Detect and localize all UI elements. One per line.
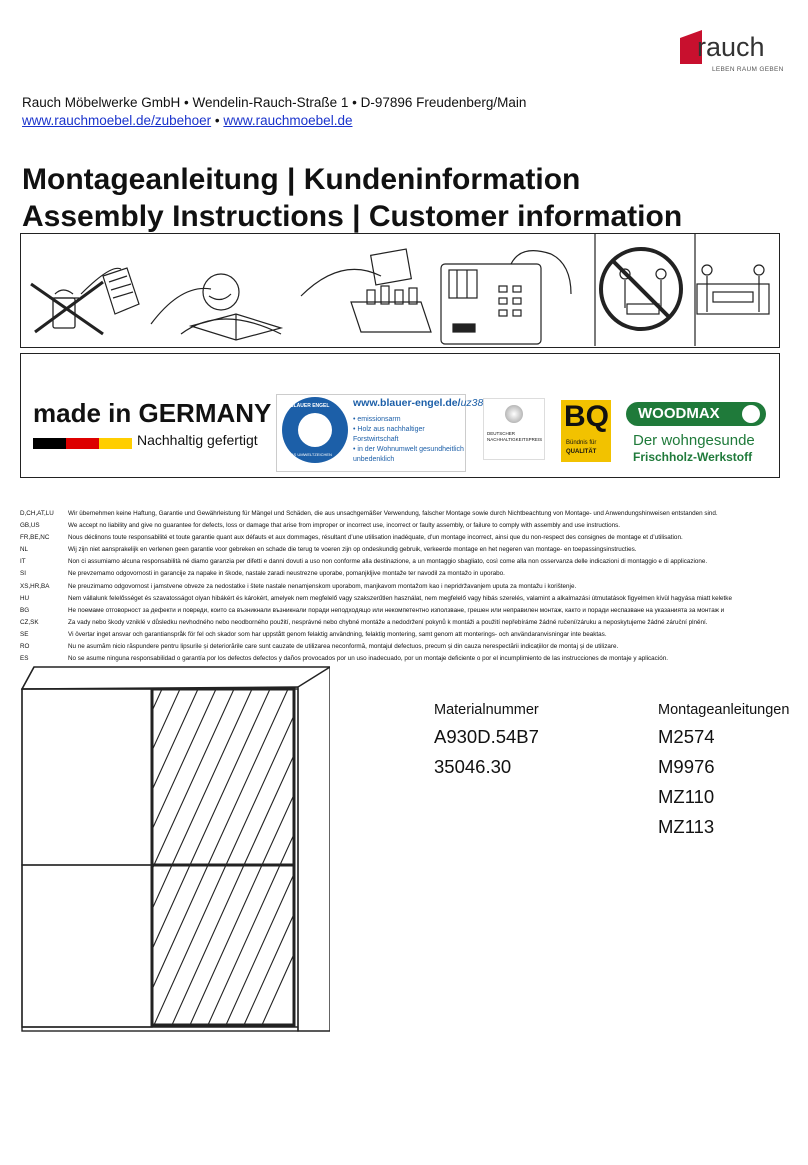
woodmax-name: WOODMAX: [638, 405, 720, 422]
german-flag-icon: [33, 436, 133, 447]
page-title-de: Montageanleitung | Kundeninformation: [22, 163, 581, 196]
manual-number-4: MZ113: [658, 816, 715, 837]
manuals-heading: Montageanleitungen: [658, 702, 790, 718]
manual-number-2: M9976: [658, 756, 715, 777]
company-address: Rauch Möbelwerke GmbH • Wendelin-Rauch-Straße 1 • D-97896 Freudenberg/Main: [22, 95, 527, 110]
disclaimer-row: RO Nu ne asumăm nicio răspundere pentru lipsurile și deteriorările care sunt cauzate de utilizarea neconformă, montajul defectuos, precum și din cauza nerespectării indicațiilor de montaj și de utilizare.: [20, 643, 619, 651]
disclaimer-row: CZ,SK Za vady nebo škody vzniklé v důsledku nevhodného nebo neodborného použití, nesprávné nebo chybné montáže a nedodržení pokynů k montáži a použití nepřebíráme žádné ručení/záruku a neposkytujeme žádné záruční plnění.: [20, 618, 708, 626]
rauch-logo: [678, 30, 788, 78]
blauer-engel-seal-icon: [282, 397, 348, 463]
woodmax-line2: Frischholz-Werkstoff: [633, 450, 753, 464]
manual-number-1: M2574: [658, 726, 715, 747]
manual-number-3: MZ110: [658, 786, 715, 807]
disclaimer-row: IT Non ci assumiamo alcuna responsabilità né diamo garanzia per difetti e danni dovuti a uso non conforme alla destinazione, a un montaggio sbagliato, così come alla non osservanza delle indicazioni di montaggio e di applicazione.: [20, 558, 708, 566]
two-person-carry-icon: [595, 234, 769, 346]
material-number-2: 35046.30: [434, 756, 512, 777]
wardrobe-drawing: [18, 665, 330, 1040]
pictogram-panel: [20, 233, 780, 348]
bq-line2: QUALITÄT: [566, 449, 597, 455]
award-line1: DEUTSCHER: [487, 431, 516, 436]
made-in-subtitle: Nachhaltig gefertigt: [137, 432, 258, 448]
disclaimer-row: BG Не поемаме отговорност за дефекти и повреди, които са възникнали възникнали поради неподходящо или некомпетентно използване, грешен или неправилен монтаж, както и поради неспазване на указанията за монтаж и: [20, 606, 725, 614]
award-sphere-icon: [505, 405, 523, 423]
link-separator: •: [214, 113, 220, 128]
disclaimer-row: NL Wij zijn niet aansprakelijk en verlenen geen garantie voor gebreken en schade die terug te voeren zijn op ondeskundig gebruik, verkeerde montage en het negeren van montage- en toepassingsinstructies.: [20, 546, 637, 554]
assembly-pictograms: [21, 234, 778, 346]
disclaimer-row: HU Nem vállalunk felelősséget és szavatosságot olyan hibákért és károkért, amelyek nem megfelelő vagy szakszerűtlen használat, nem megfelelő vagy hibás szerelés, valamint a alkalmazási útmutatások figyelmen kívül hagyása miatt keletke: [20, 594, 732, 602]
blauer-engel-url: www.blauer-engel.de/uz38: [353, 397, 484, 409]
disclaimer-row: ES No se asume ninguna responsabilidad o garantía por los defectos defectos y daños provocados por un uso inadecuado, por un montaje deficiente o por el incumplimiento de las instrucciones de montaje y aplicación.: [20, 655, 668, 663]
blauer-engel-bullets: • emissionsarm • Holz aus nachhaltiger Forstwirtschaft • in der Wohnumwelt gesundheitlich unbedenklich: [353, 416, 464, 463]
file-folder-icon: [301, 249, 431, 332]
bq-label: [561, 400, 611, 462]
instruction-sheet-icon: [441, 251, 571, 344]
page-title-en: Assembly Instructions | Customer information: [22, 200, 683, 233]
disclaimer-row: D,CH,AT,LU Wir übernehmen keine Haftung, Garantie und Gewährleistung für Mängel und Schäden, die aus unsachgemäßer Verwendung, falscher Montage sowie durch Nichtbeachtung von Montage- und Anwendungshinweisen entstanden sind.: [20, 510, 718, 517]
bq-letters: BQ: [564, 400, 609, 433]
blauer-engel-label: [276, 394, 484, 472]
disclaimer-row: GB,US We accept no liability and give no guarantee for defects, loss or damage that arise from improper or incorrect use, incorrect or faulty assembly, or failure to comply with assembly and use instructions.: [20, 522, 621, 530]
seal-top-text: BLAUER ENGEL: [290, 403, 330, 409]
liability-disclaimer: [20, 508, 732, 665]
accessories-link[interactable]: www.rauchmoebel.de/zubehoer: [22, 113, 212, 128]
rauch-logo-word: rauch: [697, 32, 765, 62]
woodmax-line1: Der wohngesunde: [633, 432, 755, 449]
certificates-panel: [20, 353, 780, 478]
disclaimer-row: FR,BE,NC Nous déclinons toute responsabilité et toute garantie quant aux défauts et aux dommages, résultant d’une utilisation inadéquate, d’un montage incorrect, ainsi que du non-respect des consignes de montage et d’utilisation.: [20, 534, 683, 542]
bq-line1: Bündnis für: [566, 440, 597, 446]
disclaimer-row: SI Ne prevzemamo odgovornosti in garancije za napake in škode, nastale zaradi neustrezne uporabe, pomanjkljive montaže ter navodil za montažo in uporabo.: [20, 570, 505, 578]
woodmax-logo: [626, 402, 766, 426]
material-number-heading: Materialnummer: [434, 702, 539, 718]
no-trash-icon: [31, 282, 103, 334]
award-line2: NACHHALTIGKEITSPREIS: [487, 437, 543, 442]
homepage-link[interactable]: www.rauchmoebel.de: [223, 113, 353, 128]
material-number-1: A930D.54B7: [434, 726, 539, 747]
company-links: [22, 113, 352, 128]
disclaimer-row: XS,HR,BA Ne preuzimamo odgovornost i jamstvene obveze za nedostatke i štete nastale nenamjenskom uporabom, manjkavom montažom kao i nepridržavanjem uputa za montažu i korištenje.: [20, 582, 577, 590]
woodmax-ring-icon: [742, 405, 760, 423]
seal-bottom-text: DAS UMWELTZEICHEN: [288, 452, 332, 457]
disclaimer-row: SE Vi övertar inget ansvar och garantianspråk för fel och skador som har uppstått genom felaktig användning, felaktig montering, samt genom att monterings- och användaranvisningar inte beaktas.: [20, 630, 607, 638]
reading-person-icon: [151, 274, 281, 340]
nachhaltigkeitspreis-label: [483, 398, 545, 460]
made-in-germany: made in GERMANY: [33, 398, 272, 428]
rauch-logo-tagline: LEBEN RAUM GEBEN: [712, 66, 784, 73]
